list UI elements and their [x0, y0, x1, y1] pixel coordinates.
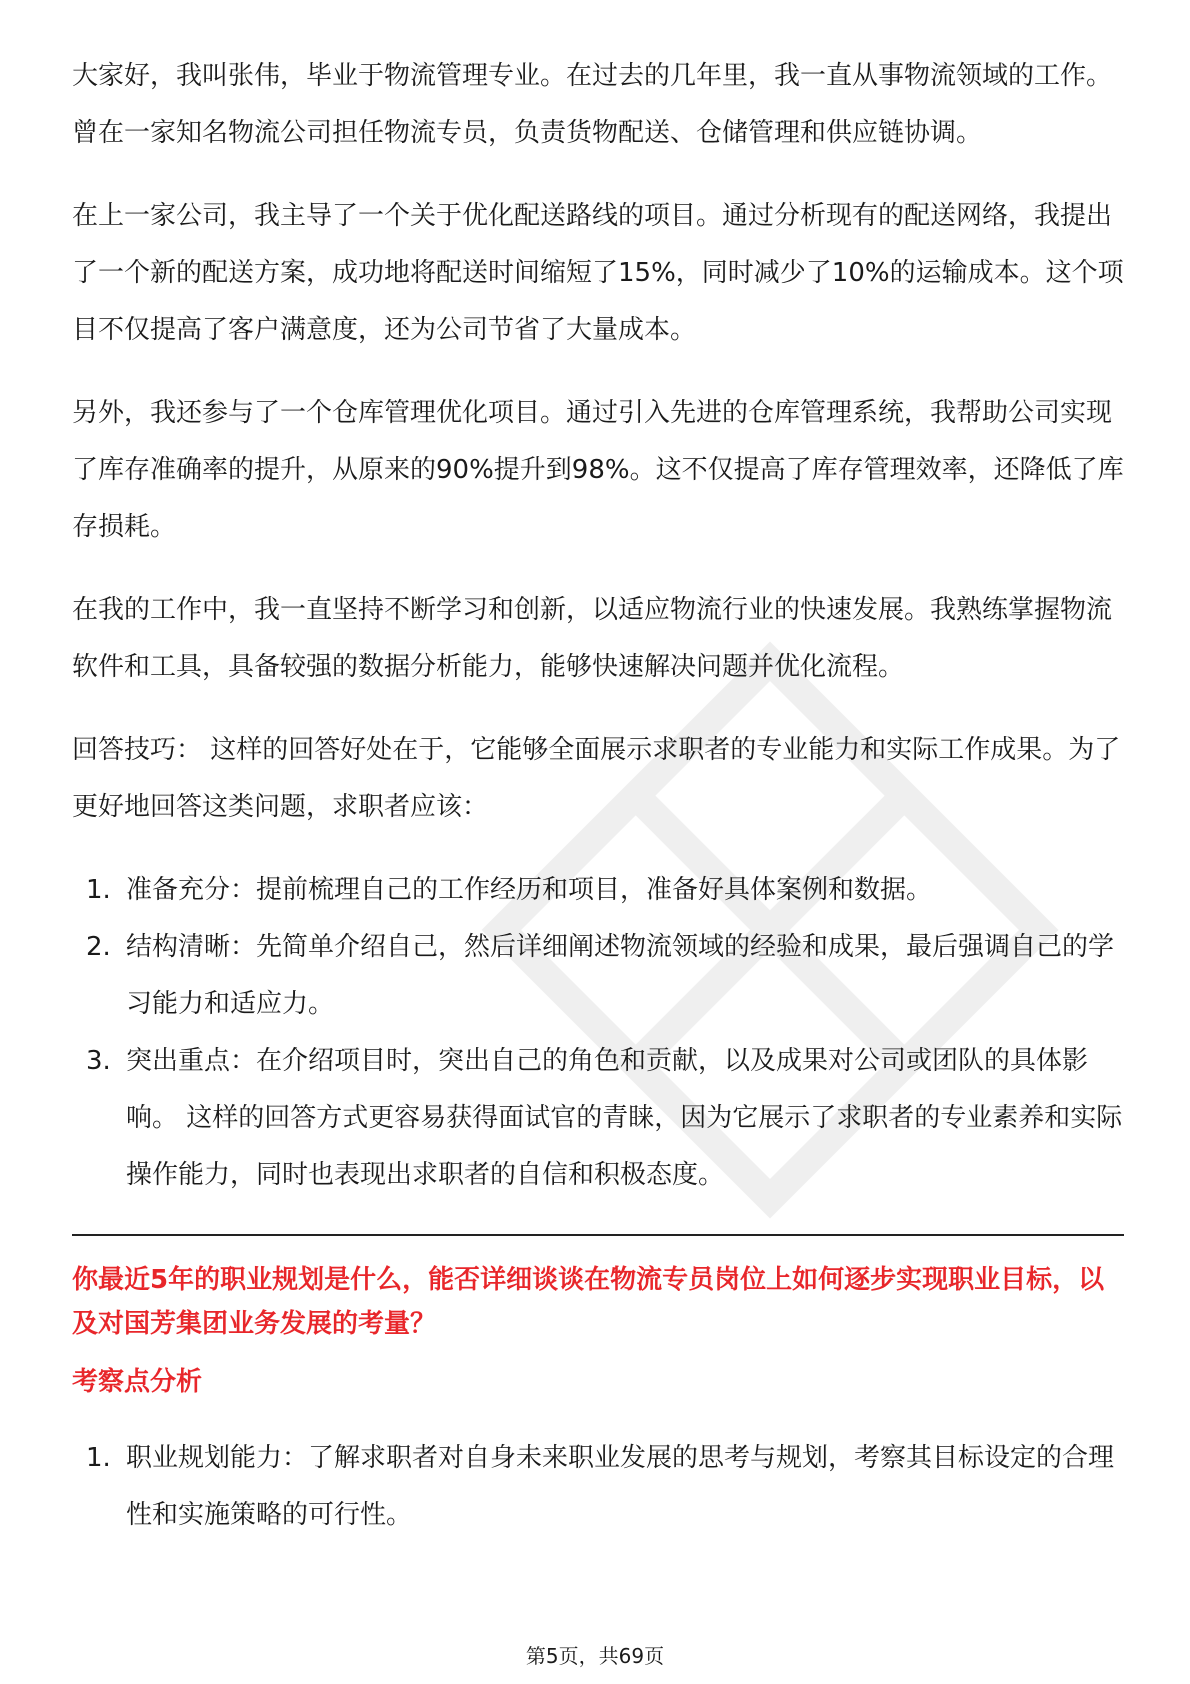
- list-item: [72, 919, 1124, 1033]
- list-number: 2.: [86, 932, 111, 962]
- warehouse-paragraph: 另外，我还参与了一个仓库管理优化项目。通过引入先进的仓库管理系统，我帮助公司实现了库存准确率的提升，从原来的90%提升到98%。这不仅提高了库存管理效率，还降低了库存损耗。: [72, 398, 1124, 542]
- list-item: [72, 862, 1124, 919]
- list-item: [72, 1033, 1124, 1204]
- section-title: 考察点分析: [72, 1367, 203, 1397]
- intro-paragraph: 大家好，我叫张伟，毕业于物流管理专业。在过去的几年里，我一直从事物流领域的工作。曾在一家知名物流公司担任物流专员，负责货物配送、仓储管理和供应链协调。: [72, 61, 1113, 148]
- list-number: 1.: [86, 875, 111, 905]
- list-text: 结构清晰：先简单介绍自己，然后详细阐述物流领域的经验和成果，最后强调自己的学习能力和适应力。: [126, 932, 1115, 1019]
- document-page: [72, 48, 1124, 1574]
- interview-question: 你最近5年的职业规划是什么，能否详细谈谈在物流专员岗位上如何逐步实现职业目标，以及对国芳集团业务发展的考量？: [72, 1265, 1105, 1339]
- list-number: 3.: [86, 1046, 111, 1076]
- list-text: 职业规划能力：了解求职者对自身未来职业发展的思考与规划，考察其目标设定的合理性和实施策略的可行性。: [126, 1443, 1115, 1530]
- section-divider: [72, 1234, 1124, 1236]
- list-number: 1.: [86, 1443, 111, 1473]
- list-text: 准备充分：提前梳理自己的工作经历和项目，准备好具体案例和数据。: [126, 875, 933, 905]
- skills-paragraph: 在我的工作中，我一直坚持不断学习和创新，以适应物流行业的快速发展。我熟练掌握物流软件和工具，具备较强的数据分析能力，能够快速解决问题并优化流程。: [72, 595, 1113, 682]
- tips-intro-paragraph: 回答技巧： 这样的回答好处在于，它能够全面展示求职者的专业能力和实际工作成果。为了更好地回答这类问题，求职者应该：: [72, 735, 1121, 822]
- analysis-list: [72, 1430, 1124, 1544]
- project-paragraph: 在上一家公司，我主导了一个关于优化配送路线的项目。通过分析现有的配送网络，我提出了一个新的配送方案，成功地将配送时间缩短了15%，同时减少了10%的运输成本。这个项目不仅提高了客户满意度，还为公司节省了大量成本。: [72, 201, 1124, 345]
- list-text: 突出重点：在介绍项目时，突出自己的角色和贡献，以及成果对公司或团队的具体影响。 这样的回答方式更容易获得面试官的青睐，因为它展示了求职者的专业素养和实际操作能力，同时也表现出求职者的自信和积极态度。: [126, 1046, 1123, 1190]
- tips-list: [72, 862, 1124, 1204]
- page-footer: 第5页，共69页: [525, 1644, 665, 1668]
- list-item: [72, 1430, 1124, 1544]
